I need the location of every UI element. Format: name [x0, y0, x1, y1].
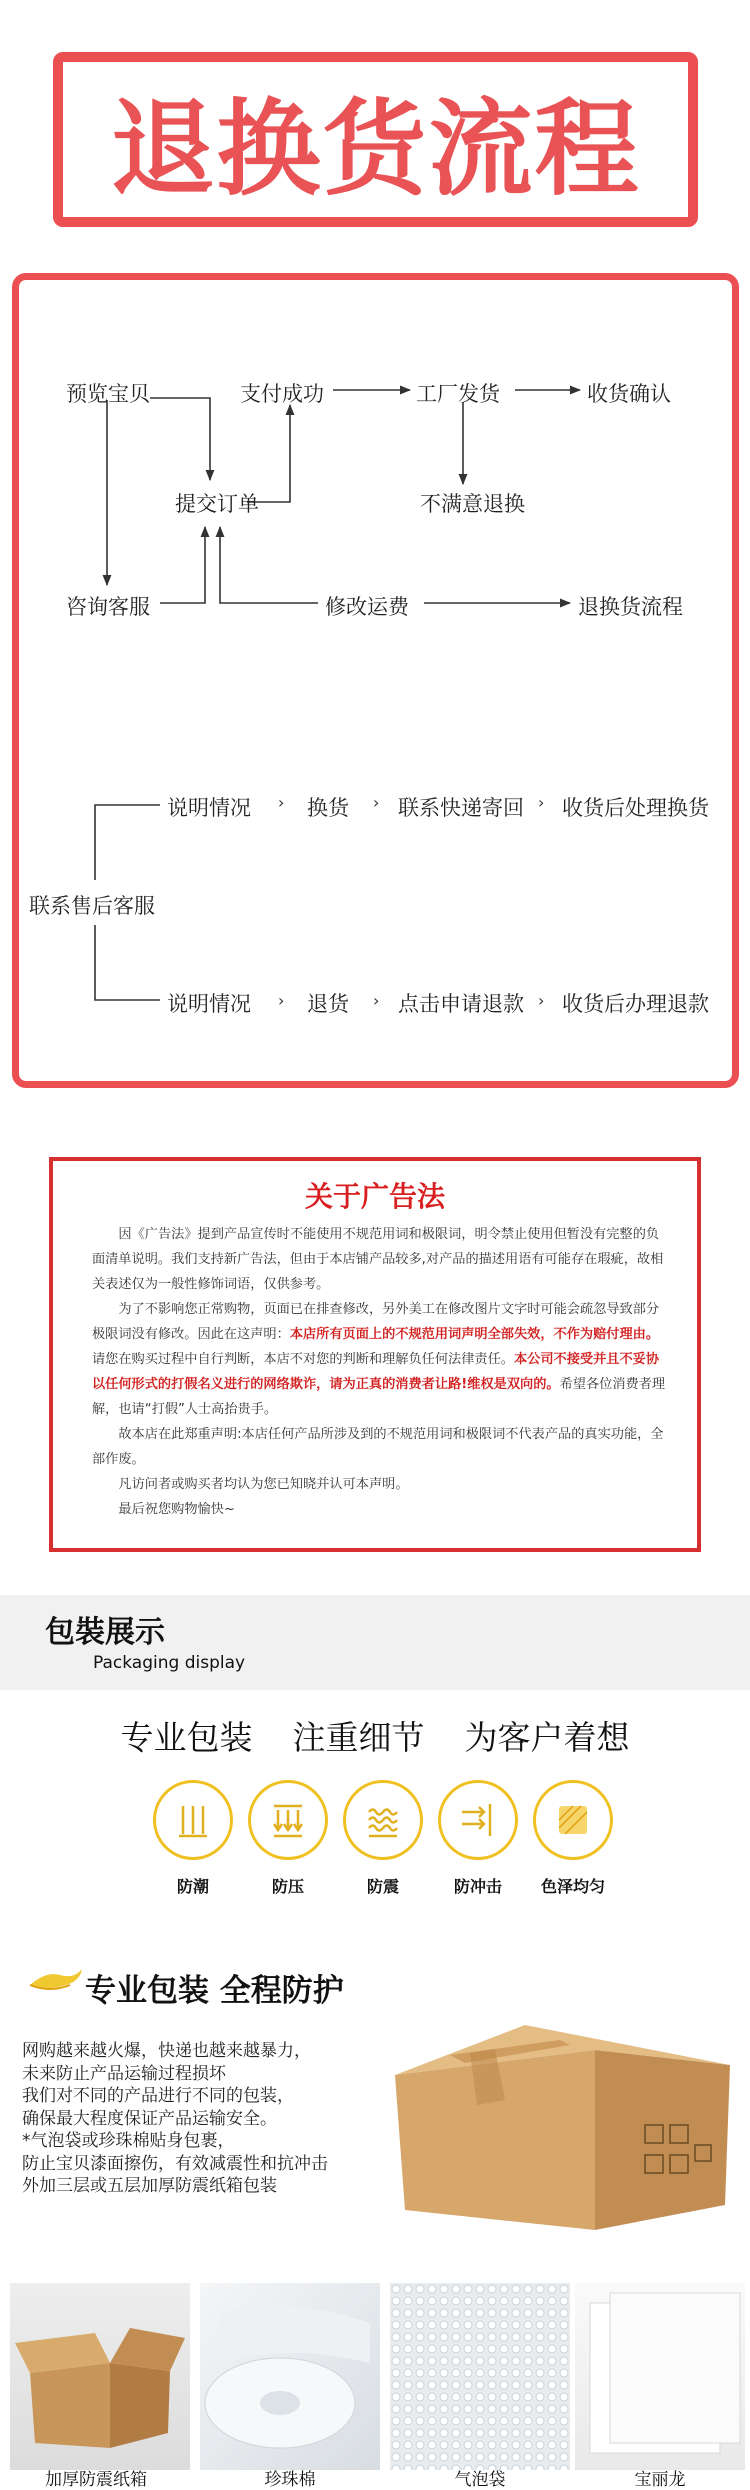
chevron-3: ›: [538, 793, 545, 812]
carton-box-image: [395, 2005, 735, 2235]
flow-arrows: [0, 0, 750, 1100]
flow-ex-process: 收货后处理换货: [562, 796, 709, 820]
pressure-icon: [248, 1780, 328, 1860]
chevron-1: ›: [278, 793, 285, 812]
feature-impact: 防冲击: [433, 1780, 523, 1897]
packaging-subtitle: Packaging display: [93, 1653, 246, 1673]
material-bubble-bag-image: [390, 2283, 570, 2470]
flow-rf-explain: 说明情况: [167, 992, 251, 1016]
moisture-icon: [153, 1780, 233, 1860]
ad-law-title: 关于广告法: [304, 1180, 445, 1213]
flow-ex-courier: 联系快递寄回: [398, 796, 524, 820]
ad-law-p2: 为了不影响您正常购物，页面已在排查修改，另外美工在修改图片文字时可能会疏忽导致部分极限词没有修改。因此在这声明：本店所有页面上的不规范用词声明全部失效，不作为赔付理由。请您在购买过程中自行判断，本店不对您的判断和理解负任何法律责任。本公司不接受并且不妥协以任何形式的打假名义进行的网络欺诈，请为正真的消费者让路!维权是双向的。希望各位消费者理解，也请“打假”人士高抬贵手。: [92, 1302, 666, 1417]
ad-law-p3: 故本店在此郑重声明:本店任何产品所涉及到的不规范用词和极限词不代表产品的真实功能，全部作废。: [92, 1427, 664, 1467]
slogans: [0, 1712, 750, 1759]
feature-color: 色泽均匀: [528, 1780, 618, 1897]
arrow-preview-to-submit: [150, 398, 210, 480]
color-icon: [533, 1780, 613, 1860]
chevron-5: ›: [373, 991, 380, 1010]
flow-rf-apply: 点击申请退款: [398, 992, 524, 1016]
ad-law-p5: 最后祝您购物愉快~: [118, 1502, 235, 1517]
page-title: 退换货流程: [110, 87, 641, 210]
bracket-contact-lower: [95, 925, 160, 1000]
material-pearl-cotton-label: 珍珠棉: [264, 2470, 316, 2490]
flow-unsatisfied: 不满意退换: [420, 492, 525, 516]
pro-packaging-title: 专业包装 全程防护: [85, 1973, 344, 2009]
slogan-1: 专业包装: [120, 1718, 253, 1757]
material-pearl-cotton-image: [200, 2283, 380, 2470]
flow-consult-service: 咨询客服: [66, 595, 150, 619]
feature-shock: 防震: [338, 1780, 428, 1897]
arrow-modify-to-submit: [220, 527, 318, 603]
flow-ex-exchange: 换货: [307, 796, 349, 820]
flow-return-process: 退换货流程: [578, 595, 683, 619]
packaging-title: 包裝展示: [45, 1615, 165, 1650]
material-bubble-bag-label: 气泡袋: [454, 2470, 506, 2490]
flow-rf-refund: 收货后办理退款: [562, 992, 709, 1016]
slogan-3: 为客户着想: [464, 1718, 630, 1757]
material-carton-label: 加厚防震纸箱: [45, 2470, 147, 2490]
flow-submit-order: 提交订单: [175, 492, 259, 516]
ad-law-p4: 凡访问者或购买者均认为您已知晓并认可本声明。: [118, 1477, 409, 1492]
chevron-2: ›: [373, 793, 380, 812]
flow-ex-explain: 说明情况: [167, 796, 251, 820]
flow-receive-confirm: 收货确认: [587, 382, 671, 406]
flow-factory-ship: 工厂发货: [416, 382, 500, 406]
material-styrofoam-image: [575, 2283, 745, 2470]
pro-packaging-text: 网购越来越火爆，快递也越来越暴力， 未来防止产品运输过程损坏 我们对不同的产品进行不同的包装， 确保最大程度保证产品运输安全。 *气泡袋或珍珠棉贴身包裹， 防止宝贝漆面擦伤，有效减震性和抗冲击 外加三层或五层加厚防震纸箱包装: [22, 2041, 328, 2196]
flow-modify-shipping: 修改运费: [325, 595, 409, 619]
feature-moisture: 防潮: [148, 1780, 238, 1897]
material-styrofoam-label: 宝丽龙: [634, 2470, 686, 2490]
flow-rf-return: 退货: [307, 992, 349, 1016]
bracket-contact: [95, 805, 160, 880]
brush-icon: [28, 1965, 84, 1997]
arrow-consult-to-submit: [160, 527, 205, 603]
chevron-6: ›: [538, 991, 545, 1010]
ad-law-body: [92, 1222, 667, 1522]
flow-contact-aftersales: 联系售后客服: [29, 894, 155, 918]
flow-preview: 预览宝贝: [66, 382, 150, 406]
chevron-4: ›: [278, 991, 285, 1010]
flow-pay-success: 支付成功: [240, 382, 324, 406]
material-carton-image: [10, 2283, 190, 2470]
shock-icon: [343, 1780, 423, 1860]
ad-law-p1: 因《广告法》提到产品宣传时不能使用不规范用词和极限词，明令禁止使用但暂没有完整的负面清单说明。我们支持新广告法，但由于本店铺产品较多,对产品的描述用语有可能存在瑕疵，故相关表述仅为一般性修饰词语，仅供参考。: [92, 1227, 664, 1292]
feature-pressure: 防压: [243, 1780, 333, 1897]
slogan-2: 注重细节: [292, 1718, 425, 1757]
impact-icon: [438, 1780, 518, 1860]
